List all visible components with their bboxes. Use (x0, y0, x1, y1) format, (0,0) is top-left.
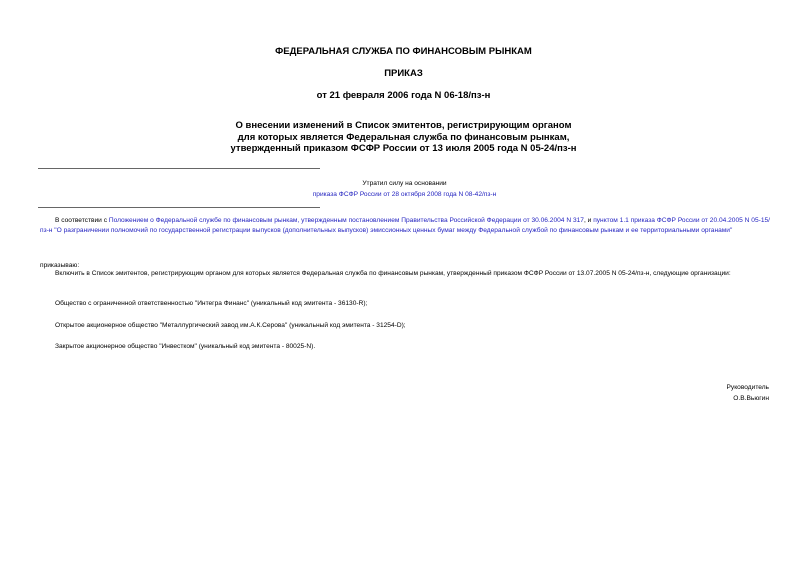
preamble-text-1: В соответствии с (55, 217, 109, 224)
organization-item: Закрытое акционерное общество "Инвестком" (уникальный код эмитента - 80025-N). (55, 343, 316, 350)
order-paragraph: Включить в Список эмитентов, регистрирующим органом для которых является Федеральная служба по финансовым рынкам, утвержденный приказом ФСФР России от 13.07.2005 N 05-24/пз-н, следующие организации: (55, 270, 731, 277)
clause-link[interactable]: пунктом 1.1 приказа ФСФР России от 20.04.2005 N 05-15/пз-н "О разграничении полномочий по государственной регистрации выпусков (дополнительных выпусков) эмиссионных ценных бумаг между Федеральной службой по финансовым рынкам и ее территориальными органами" (40, 217, 770, 235)
doc-type-heading: ПРИКАЗ (384, 68, 423, 79)
repeal-order-link[interactable]: приказа ФСФР России от 28 октября 2008 года N 08-42/пз-н (312, 191, 497, 198)
signatory-name: О.В.Вьюгин (733, 395, 769, 402)
document-title (0, 120, 807, 155)
divider-bottom (38, 207, 320, 208)
preamble-text-2: , и (583, 217, 594, 224)
status-link-wrap (195, 190, 614, 200)
date-number-heading: от 21 февраля 2006 года N 06-18/пз-н (316, 90, 491, 101)
status-text: Утратил силу на основании (362, 180, 447, 187)
order-word: приказываю: (40, 262, 80, 269)
title-line-2: для которых является Федеральная служба по финансовым рынкам, (237, 131, 570, 143)
signatory-position: Руководитель (726, 384, 769, 391)
organization-item: Открытое акционерное общество "Металлургический завод им.А.К.Серова" (уникальный код эмитента - 31254-D); (55, 322, 406, 329)
title-line-1: О внесении изменений в Список эмитентов, регистрирующим органом (235, 120, 572, 131)
title-line-3: утвержденный приказом ФСФР России от 13 июля 2005 года N 05-24/пз-н (230, 143, 577, 154)
preamble-paragraph (40, 216, 770, 236)
regulation-link[interactable]: Положением о Федеральной службе по финансовым рынкам, утвержденным постановлением Правительства Российской Федерации от 30.06.2004 N 317 (108, 217, 584, 224)
agency-heading: ФЕДЕРАЛЬНАЯ СЛУЖБА ПО ФИНАНСОВЫМ РЫНКАМ (275, 46, 532, 57)
organization-item: Общество с ограниченной ответственностью "Интегра Финанс" (уникальный код эмитента - 36130-R); (55, 300, 368, 307)
divider-top (38, 168, 320, 169)
